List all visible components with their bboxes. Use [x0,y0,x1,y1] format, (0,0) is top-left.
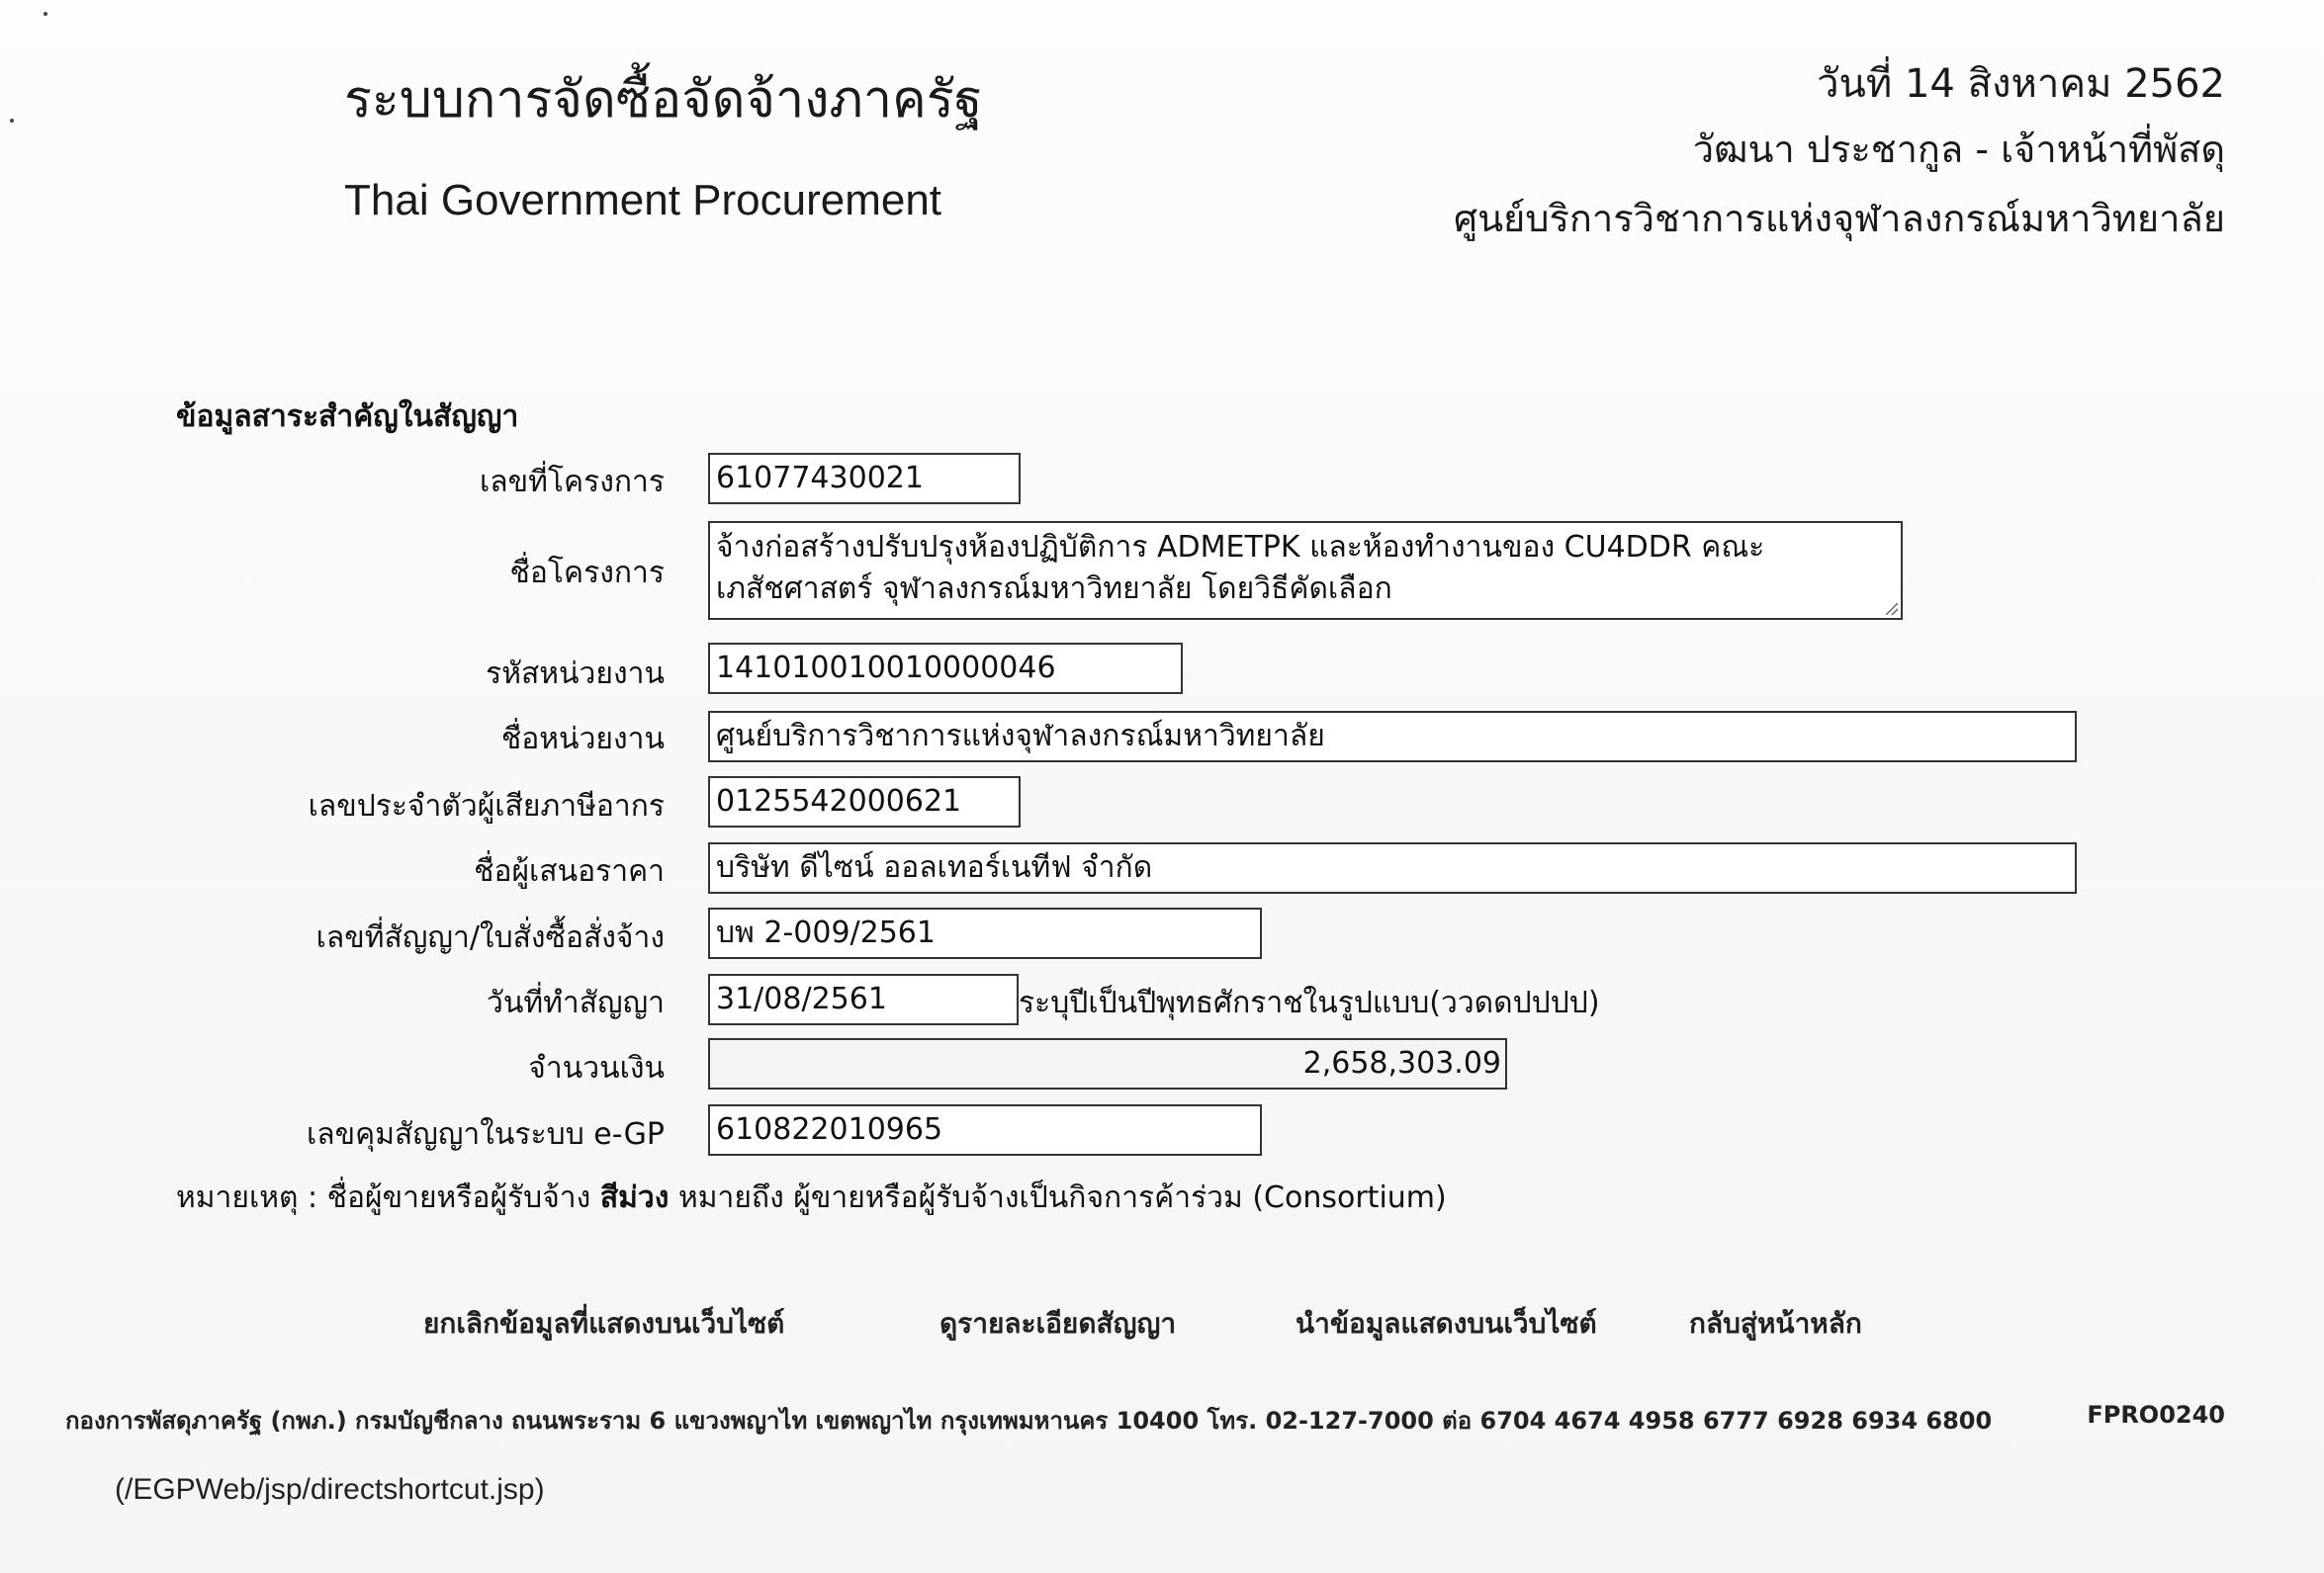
contract-no-field[interactable]: บพ 2-009/2561 [708,908,1262,959]
system-title-english: Thai Government Procurement [344,176,942,224]
note-suffix: หมายถึง ผู้ขายหรือผู้รับจ้างเป็นกิจการค้าร่วม (Consortium) [669,1180,1447,1215]
resize-grip-icon[interactable] [1886,603,1898,615]
agency-name-field[interactable]: ศูนย์บริการวิชาการแห่งจุฬาลงกรณ์มหาวิทยาลัย [708,711,2077,762]
system-title-thai: ระบบการจัดซื้อจัดจ้างภาครัฐ [344,70,983,130]
note-highlight: สีม่วง [599,1180,670,1215]
user-name-role: วัฒนา ประชากูล - เจ้าหน้าที่พัสดุ [1692,128,2225,171]
project-name-textarea[interactable] [708,521,1903,620]
bidder-label: ชื่อผู้เสนอราคา [474,854,665,889]
scan-dot [44,12,47,16]
egp-no-field[interactable]: 610822010965 [708,1104,1262,1156]
amount-field[interactable]: 2,658,303.09 [708,1038,1507,1090]
agency-code-field[interactable]: 141010010010000046 [708,643,1183,694]
footer-address: กองการพัสดุภาครัฐ (กพภ.) กรมบัญชีกลาง ถนนพระราม 6 แขวงพญาไท เขตพญาไท กรุงเทพมหานคร 10400 โทร. 02-127-7000 ต่อ 6704 4674 4958 6777 6928 6934 6800 [65,1407,1993,1435]
scan-dot [10,119,14,123]
publish-link[interactable]: นำข้อมูลแสดงบนเว็บไซต์ [1296,1307,1597,1340]
egp-no-label: เลขคุมสัญญาในระบบ e-GP [307,1117,665,1152]
project-name-label: ชื่อโครงการ [509,556,665,590]
contract-date-hint: ระบุปีเป็นปีพุทธศักราชในรูปแบบ(ววดดปปปป) [1019,986,1600,1020]
tax-id-label: เลขประจำตัวผู้เสียภาษีอากร [308,789,665,824]
note-prefix: หมายเหตุ : ชื่อผู้ขายหรือผู้รับจ้าง [176,1180,600,1215]
amount-label: จำนวนเงิน [528,1051,665,1086]
project-no-label: เลขที่โครงการ [480,465,665,499]
contract-date-field[interactable]: 31/08/2561 [708,974,1019,1025]
consortium-note [176,1175,1447,1221]
current-date: วันที่ 14 สิงหาคม 2562 [1817,61,2225,107]
view-contract-link[interactable]: ดูรายละเอียดสัญญา [939,1307,1177,1340]
project-name-text: จ้างก่อสร้างปรับปรุงห้องปฏิบัติการ ADMETPK และห้องทำงานของ CU4DDR คณะเภสัชศาสตร์ จุฬาลงกรณ์มหาวิทยาลัย โดยวิธีคัดเลือก [716,530,1765,606]
bidder-field[interactable]: บริษัท ดีไซน์ ออลเทอร์เนทีฟ จำกัด [708,842,2077,894]
page-url: (/EGPWeb/jsp/directshortcut.jsp) [115,1473,545,1506]
project-no-field[interactable]: 61077430021 [708,453,1021,504]
section-title: ข้อมูลสาระสำคัญในสัญญา [176,399,519,434]
user-organization: ศูนย์บริการวิชาการแห่งจุฬาลงกรณ์มหาวิทยาลัย [1453,197,2225,240]
footer-page-code: FPRO0240 [2087,1401,2225,1429]
contract-date-label: วันที่ทำสัญญา [486,986,665,1020]
contract-no-label: เลขที่สัญญา/ใบสั่งซื้อสั่งจ้าง [315,920,665,955]
cancel-display-link[interactable]: ยกเลิกข้อมูลที่แสดงบนเว็บไซต์ [423,1307,785,1340]
tax-id-field[interactable]: 0125542000621 [708,776,1021,828]
agency-code-label: รหัสหน่วยงาน [486,656,665,691]
agency-name-label: ชื่อหน่วยงาน [500,722,665,756]
home-link[interactable]: กลับสู่หน้าหลัก [1689,1307,1862,1340]
